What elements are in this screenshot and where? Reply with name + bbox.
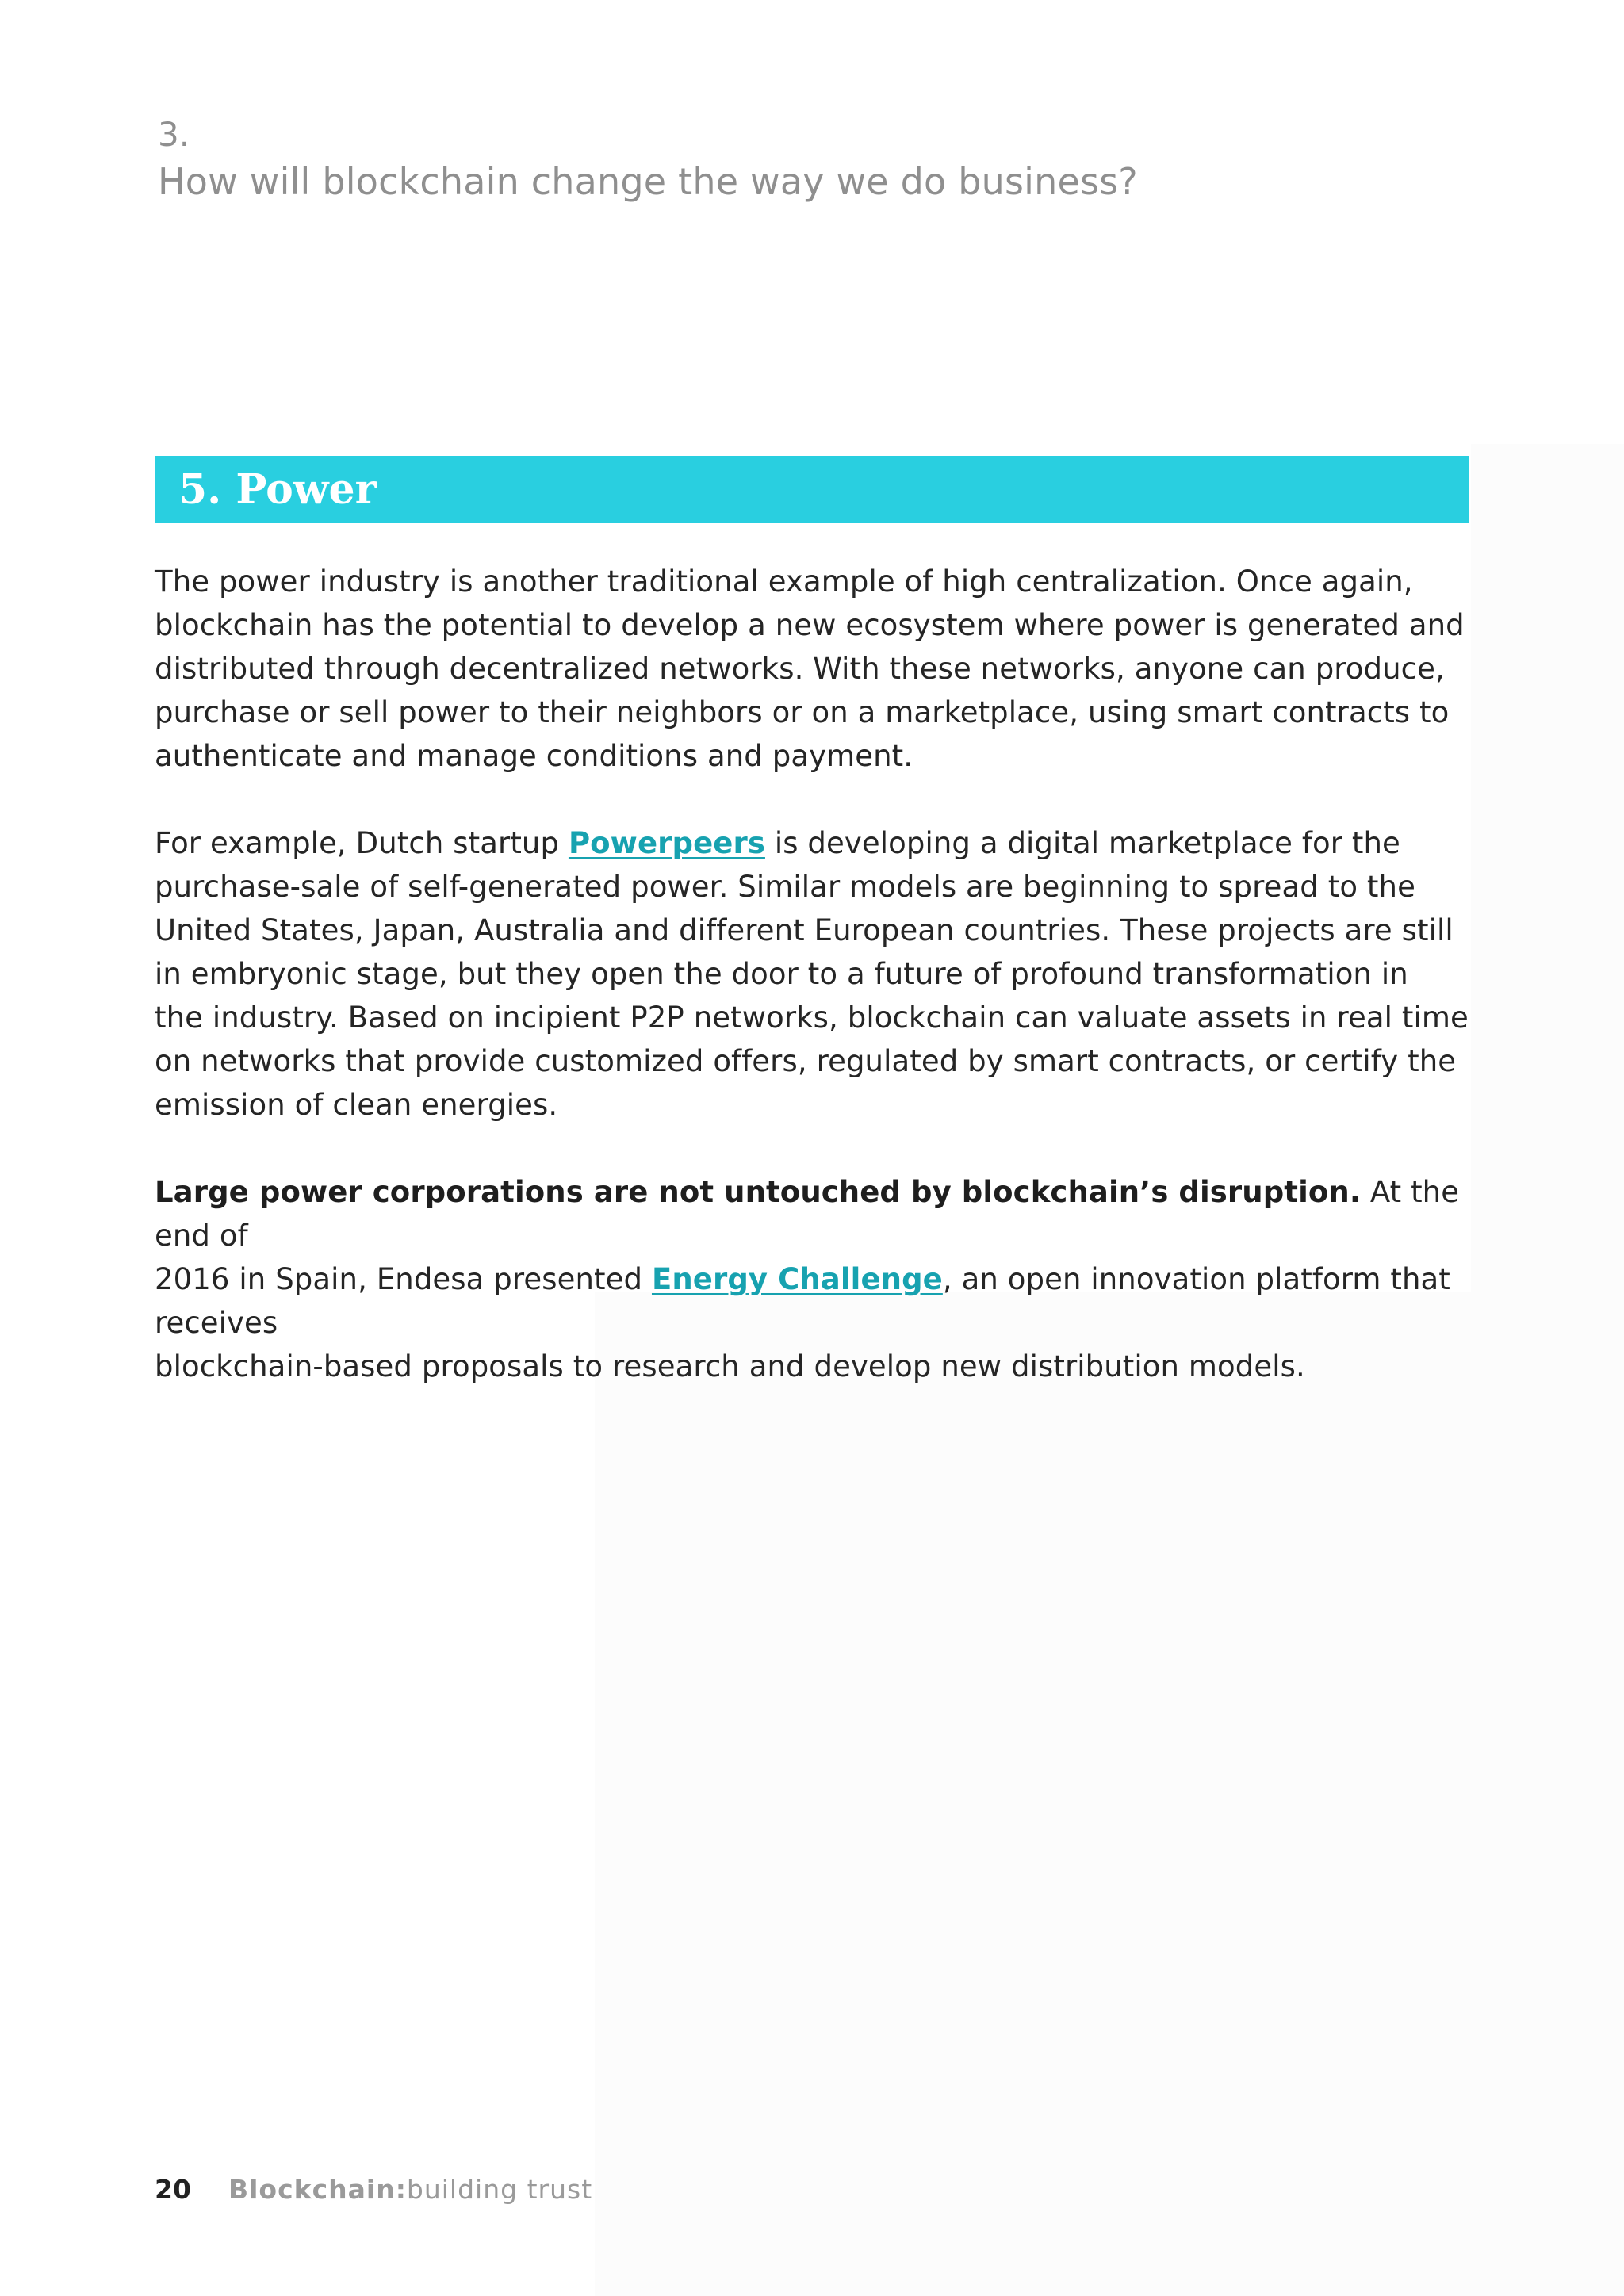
paragraph-corporations-lead: Large power corporations are not untouched by blockchain’s disruption. [155,1175,1361,1209]
section-heading-bar [155,456,1469,523]
energy-challenge-link[interactable]: Energy Challenge [651,1262,943,1296]
chapter-header [158,111,1138,205]
powerpeers-link[interactable]: Powerpeers [568,826,765,860]
paragraph-corporations-text-start: At the end of 2016 in Spain, Endesa presented [155,1175,1460,1296]
paragraph-corporations [155,1170,1503,1388]
paragraph-example [155,821,1503,1127]
background-tint-bottom [595,1292,1624,2296]
paragraph-example-text-end: is developing a digital marketplace for the purchase-sale of self-generated power. Similar models are beginning to spread to the United States, Japan, Australia and different European countries. These projects are still in embryonic stage, but they open the door to a future of profound transformation in the industry. Based on incipient P2P networks, blockchain can valuate assets in real time on networks that provide customized offers, regulated by smart contracts, or certify the emission of clean energies. [155,826,1469,1122]
article-body [155,560,1503,1432]
page-footer [155,2172,592,2207]
paragraph-intro: The power industry is another traditional example of high centralization. Once again, blockchain has the potential to develop a new ecosystem where power is generated and distributed through decentralized networks. With these networks, anyone can produce, purchase or sell power to their neighbors or on a marketplace, using smart contracts to authenticate and manage conditions and payment. [155,564,1465,773]
footer-tagline: building trust [406,2174,593,2205]
paragraph-corporations-text-end: , an open innovation platform that receives blockchain-based proposals to research and develop new distribution models. [155,1262,1450,1383]
paragraph-example-text-start: For example, Dutch startup [155,826,569,860]
chapter-title: How will blockchain change the way we do business? [158,160,1138,203]
section-heading: 5. Power [178,465,377,514]
chapter-number: 3. [158,115,190,154]
page-number: 20 [155,2174,191,2205]
footer-brand: Blockchain: [228,2174,407,2205]
